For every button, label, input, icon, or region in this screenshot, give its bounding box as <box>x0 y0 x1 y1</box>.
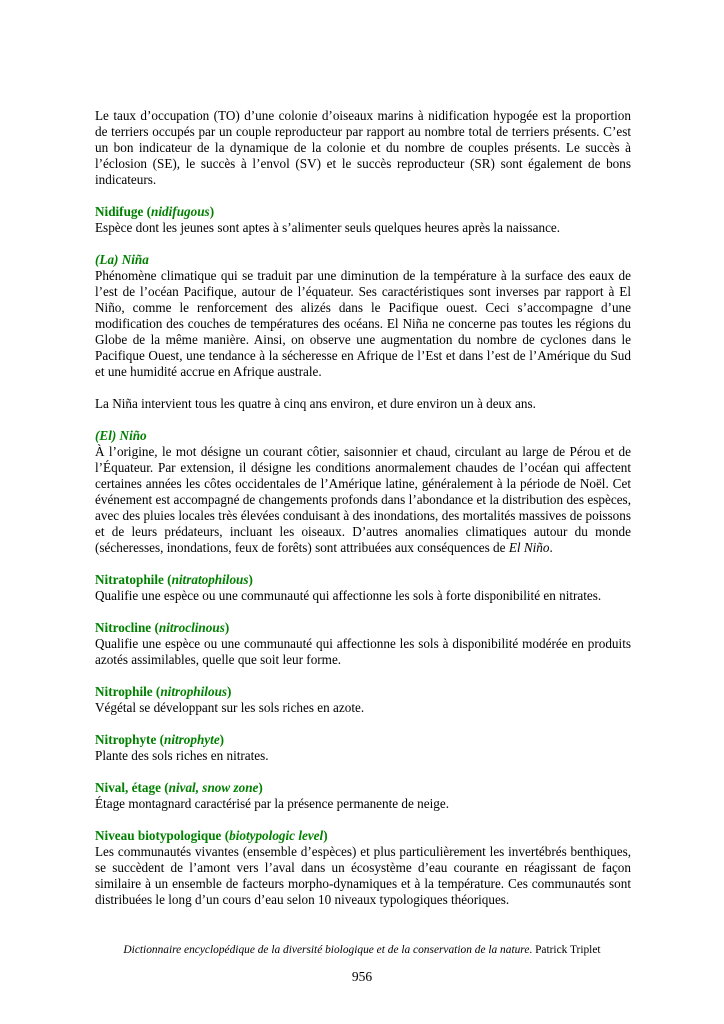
footer-book-title: Dictionnaire encyclopédique de la diversité biologique et de la conservation de la nature <box>123 944 530 956</box>
paragraph <box>95 700 631 716</box>
text-run: Étage montagnard caractérisé par la présence permanente de neige. <box>95 796 450 811</box>
text-run: Nidifuge ( <box>95 204 152 219</box>
text-run: nitrophyte <box>163 732 220 747</box>
paragraph <box>95 220 631 236</box>
text-run: Nival, étage ( <box>95 780 169 795</box>
document-content <box>95 108 631 908</box>
paragraph <box>95 796 631 812</box>
text-run: . <box>549 540 553 555</box>
text-run: ) <box>224 620 230 635</box>
text-run: ) <box>209 204 215 219</box>
entry-heading <box>95 620 631 636</box>
text-run: nitrophilous <box>160 684 228 699</box>
paragraph <box>95 748 631 764</box>
text-run: ) <box>323 828 328 843</box>
entry-heading <box>95 732 631 748</box>
text-run: ) <box>258 780 263 795</box>
entry-heading <box>95 428 631 444</box>
text-run: Nitrophile ( <box>95 684 161 699</box>
text-run: Nitrocline ( <box>95 620 159 635</box>
text-run: nidifugous <box>151 204 210 219</box>
text-run: biotypologic level <box>229 828 324 843</box>
paragraph <box>95 844 631 908</box>
text-run: (El) Niño <box>95 428 147 443</box>
text-run: Les communautés vivantes (ensemble d’espèces) et plus particulièrement les invertébrés benthiques, se succèdent de l’amont vers l’aval dans un écosystème d’eau courante en réagissant de façon similaire à un ensemble de facteurs morpho-dynamiques et à la température. Ces communautés sont distribuées le long d’un cours d’eau selon 10 niveaux typologiques théoriques. <box>95 844 631 907</box>
entry-heading <box>95 684 631 700</box>
text-run: Plante des sols riches en nitrates. <box>95 748 269 763</box>
paragraph <box>95 108 631 188</box>
paragraph <box>95 268 631 380</box>
entry-heading <box>95 252 631 268</box>
text-run: Nitratophile ( <box>95 572 172 587</box>
text-run: nival, snow zone <box>168 780 259 795</box>
text-run: Végétal se développant sur les sols riches en azote. <box>95 700 365 715</box>
page-number: 956 <box>351 969 373 984</box>
paragraph <box>95 588 631 604</box>
entry-heading <box>95 780 631 796</box>
text-run: Nitrophyte ( <box>95 732 164 747</box>
page-footer <box>0 943 724 957</box>
text-run: nitratophilous <box>171 572 249 587</box>
text-run: Espèce dont les jeunes sont aptes à s’alimenter seuls quelques heures après la naissance. <box>95 220 561 235</box>
text-run: ) <box>227 684 232 699</box>
text-run: nitroclinous <box>158 620 225 635</box>
entry-heading <box>95 572 631 588</box>
text-run: (La) Niña <box>95 252 149 267</box>
text-run: Qualifie une espèce ou une communauté qui affectionne les sols à forte disponibilité en nitrates. <box>95 588 602 603</box>
paragraph <box>95 636 631 668</box>
text-run: ) <box>248 572 253 587</box>
footer-author: . Patrick Triplet <box>529 944 601 956</box>
entry-heading <box>95 828 631 844</box>
text-run: El Niño <box>508 540 550 555</box>
text-run: Le taux d’occupation (TO) d’une colonie d’oiseaux marins à nidification hypogée est la proportion de terriers occupés par un couple reproducteur par rapport au nombre total de terriers présents. C’est un bon indicateur de la dynamique de la colonie et du nombre de couples présents. Le succès à l’éclosion (SE), le succès à l’envol (SV) et le succès reproducteur (SR) sont également de bons indicateurs. <box>95 108 631 187</box>
paragraph <box>95 444 631 556</box>
text-run: Niveau biotypologique ( <box>95 828 230 843</box>
text-run: La Niña intervient tous les quatre à cinq ans environ, et dure environ un à deux ans. <box>95 396 536 411</box>
text-run: ) <box>219 732 225 747</box>
text-run: Phénomène climatique qui se traduit par une diminution de la température à la surface des eaux de l’est de l’océan Pacifique, autour de l’équateur. Ses caractéristiques sont inverses par rapport à El Niño, comme le renforcement des alizés dans le Pacifique ouest. Ceci s’accompagne d’une modification des couches de températures des océans. El Niña ne concerne pas toutes les régions du Globe de la même manière. Ainsi, on observe une augmentation du nombre de cyclones dans le Pacifique Ouest, une tendance à la sécheresse en Afrique de l’Est et dans l’est de l’Amérique du Sud et une humidité accrue en Afrique australe. <box>95 268 631 379</box>
text-run: À l’origine, le mot désigne un courant côtier, saisonnier et chaud, circulant au large de Pérou et de l’Équateur. Par extension, il désigne les conditions anormalement chaudes de l’océan qui affectent certaines années les côtes occidentales de l’Amérique latine, généralement à la période de Noël. Cet événement est accompagné de changements profonds dans l’abondance et la distribution des espèces, avec des pluies locales très élevées conduisant à des inondations, des mortalités massives de poissons et de leurs prédateurs, incluant les oiseaux. D’autres anomalies climatiques autour du monde (sécheresses, inondations, feux de forêts) sont attribuées aux conséquences de <box>95 444 631 555</box>
paragraph <box>95 396 631 412</box>
entry-heading <box>95 204 631 220</box>
text-run: Qualifie une espèce ou une communauté qui affectionne les sols à disponibilité modérée en produits azotés assimilables, quelle que soit leur forme. <box>95 636 631 667</box>
